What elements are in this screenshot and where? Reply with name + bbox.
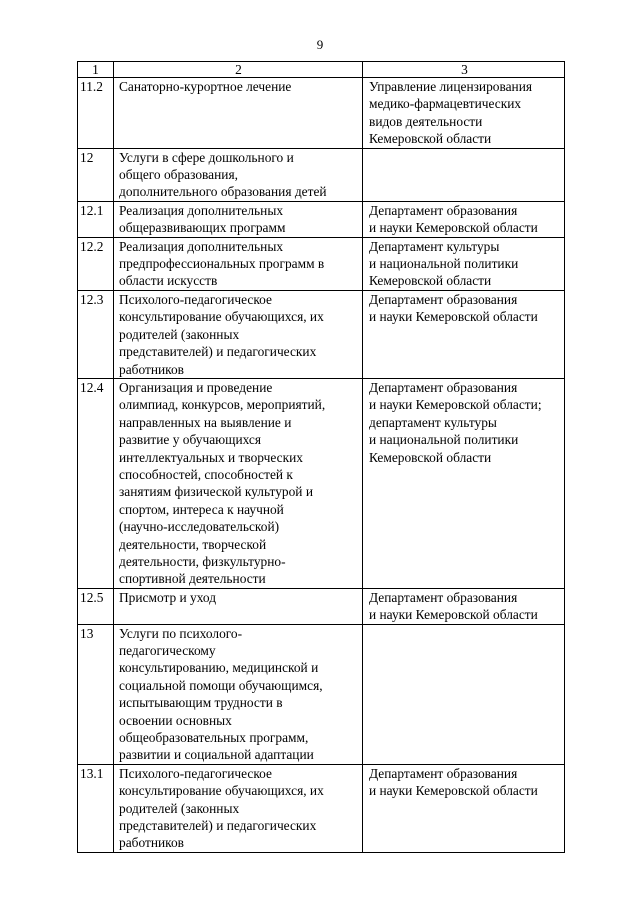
row-number: 12.1: [78, 201, 114, 237]
service-name: Реализация дополнительных предпрофессиональных программ в области искусств: [114, 237, 363, 290]
page-number: 9: [316, 37, 324, 52]
table-row: [78, 764, 565, 852]
header-col-3: 3: [363, 62, 565, 78]
responsible-body: Департамент образования и науки Кемеровской области; департамент культуры и национальной политики Кемеровской области: [363, 378, 565, 588]
table-row: [78, 201, 565, 237]
service-name: Психолого-педагогическое консультирование обучающихся, их родителей (законных представителей) и педагогических работников: [114, 290, 363, 378]
service-name: Санаторно-курортное лечение: [114, 78, 363, 149]
row-number: 13.1: [78, 764, 114, 852]
service-name: Реализация дополнительных общеразвивающих программ: [114, 201, 363, 237]
row-number: 12.4: [78, 378, 114, 588]
responsible-body: [363, 148, 565, 201]
service-name: Присмотр и уход: [114, 588, 363, 624]
row-number: 12: [78, 148, 114, 201]
header-col-2: 2: [114, 62, 363, 78]
service-name: Организация и проведение олимпиад, конкурсов, мероприятий, направленных на выявление и развитие у обучающихся интеллектуальных и творческих способностей, способностей к занятиям физической культурой и спортом, интереса к научной (научно-исследовательской) деятельности, творческой деятельности, физкультурно- спортивной деятельности: [114, 378, 363, 588]
service-name: Психолого-педагогическое консультирование обучающихся, их родителей (законных представителей) и педагогических работников: [114, 764, 363, 852]
responsible-body: [363, 624, 565, 764]
row-number: 12.2: [78, 237, 114, 290]
table-row: [78, 78, 565, 149]
responsible-body: Управление лицензирования медико-фармацевтических видов деятельности Кемеровской области: [363, 78, 565, 149]
table-row: [78, 290, 565, 378]
responsible-body: Департамент образования и науки Кемеровской области: [363, 588, 565, 624]
responsible-body: Департамент образования и науки Кемеровской области: [363, 201, 565, 237]
table-row: [78, 624, 565, 764]
service-name: Услуги по психолого- педагогическому консультированию, медицинской и социальной помощи обучающимся, испытывающим трудности в освоении основных общеобразовательных программ, развитии и социальной адаптации: [114, 624, 363, 764]
table-row: [78, 378, 565, 588]
table-row: [78, 588, 565, 624]
header-col-1: 1: [78, 62, 114, 78]
responsible-body: Департамент культуры и национальной политики Кемеровской области: [363, 237, 565, 290]
table-row: [78, 148, 565, 201]
row-number: 13: [78, 624, 114, 764]
row-number: 12.3: [78, 290, 114, 378]
row-number: 12.5: [78, 588, 114, 624]
table-header-row: [78, 62, 565, 78]
service-name: Услуги в сфере дошкольного и общего образования, дополнительного образования детей: [114, 148, 363, 201]
row-number: 11.2: [78, 78, 114, 149]
services-table: [77, 61, 565, 853]
responsible-body: Департамент образования и науки Кемеровской области: [363, 764, 565, 852]
responsible-body: Департамент образования и науки Кемеровской области: [363, 290, 565, 378]
table-row: [78, 237, 565, 290]
